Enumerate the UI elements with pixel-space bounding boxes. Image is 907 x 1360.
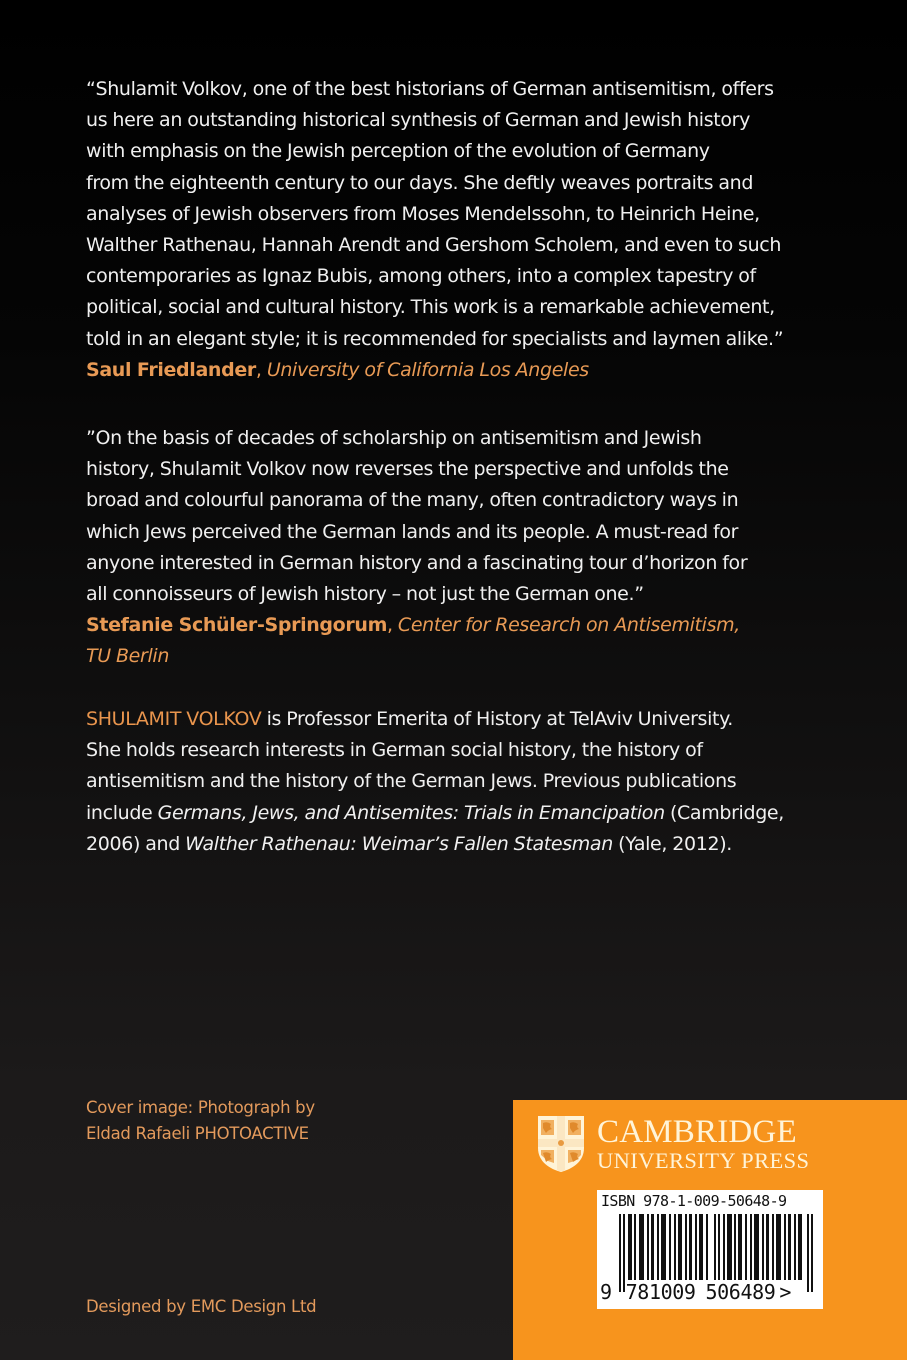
- quote-line: Walther Rathenau, Hannah Arendt and Gershom Scholem, and even to such: [86, 234, 782, 257]
- bio-text-run: 2006) and: [86, 832, 186, 855]
- isbn-label: ISBN 978-1-009-50648-9: [601, 1192, 787, 1210]
- endorser-affiliation: Center for Research on Antisemitism,: [397, 614, 740, 637]
- author-bio: [86, 704, 826, 860]
- bio-text-run: include: [86, 801, 158, 824]
- quote-1-attribution: [86, 355, 826, 386]
- quote-line: political, social and cultural history. This work is a remarkable achievement,: [86, 296, 775, 319]
- attribution-separator: ,: [387, 614, 398, 637]
- bio-text-run: (Cambridge,: [664, 801, 784, 824]
- barcode-digit-first: 9: [600, 1280, 612, 1304]
- publication-title: Walther Rathenau: Weimar’s Fallen Statesman: [185, 832, 613, 855]
- quote-line: anyone interested in German history and a fascinating tour d’horizon for: [86, 551, 748, 574]
- quote-line: “Shulamit Volkov, one of the best historians of German antisemitism, offers: [86, 78, 774, 100]
- bio-text-run: is Professor Emerita of History at TelAviv University.: [261, 708, 733, 730]
- bio-text: [86, 704, 826, 860]
- bio-line: [86, 704, 826, 735]
- quote-line: us here an outstanding historical synthesis of German and Jewish history: [86, 109, 750, 132]
- cover-image-credit: [86, 1095, 315, 1147]
- publisher-name-line2: UNIVERSITY PRESS: [597, 1148, 810, 1173]
- endorser-affiliation: University of California Los Angeles: [266, 358, 589, 381]
- quote-line: ”On the basis of decades of scholarship on antisemitism and Jewish: [86, 427, 702, 449]
- endorser-affiliation-cont: TU Berlin: [86, 645, 170, 668]
- isbn-barcode: [597, 1190, 823, 1309]
- bio-line: She holds research interests in German social history, the history of: [86, 739, 703, 762]
- publisher-name-line1: CAMBRIDGE: [597, 1114, 797, 1150]
- cambridge-crest-icon: [536, 1114, 586, 1174]
- endorsement-quote-2: [86, 423, 826, 673]
- barcode-digits: [600, 1280, 791, 1304]
- publisher-logo: [536, 1114, 809, 1174]
- quote-1-text: [86, 74, 826, 386]
- quote-line: all connoisseurs of Jewish history – not just the German one.”: [86, 583, 644, 606]
- design-credit: Designed by EMC Design Ltd: [86, 1297, 317, 1316]
- bio-line: [86, 798, 826, 829]
- quote-2-attribution: [86, 610, 826, 641]
- bio-line: antisemitism and the history of the German Jews. Previous publications: [86, 770, 737, 793]
- attribution-separator: ,: [255, 358, 267, 381]
- quote-line: with emphasis on the Jewish perception of the evolution of Germany: [86, 140, 710, 163]
- cover-credit-line: Cover image: Photograph by: [86, 1098, 315, 1117]
- barcode-digit-group-2: 506489: [705, 1280, 776, 1304]
- bio-line: [86, 829, 826, 860]
- publication-title: Germans, Jews, and Antisemites: Trials in Emancipation: [157, 801, 665, 824]
- quote-2-attribution-cont: [86, 641, 826, 672]
- quote-line: broad and colourful panorama of the many, often contradictory ways in: [86, 489, 739, 512]
- quote-line: contemporaries as Ignaz Bubis, among others, into a complex tapestry of: [86, 265, 756, 288]
- endorsement-quote-1: [86, 74, 826, 386]
- endorser-name: Saul Friedlander: [86, 358, 256, 381]
- quote-2-text: [86, 423, 826, 673]
- cover-credit-line: Eldad Rafaeli PHOTOACTIVE: [86, 1124, 309, 1143]
- quote-line: told in an elegant style; it is recommended for specialists and laymen alike.”: [86, 327, 784, 350]
- quote-line: which Jews perceived the German lands and its people. A must-read for: [86, 520, 739, 543]
- publisher-panel: [513, 1100, 907, 1360]
- quote-line: from the eighteenth century to our days. She deftly weaves portraits and: [86, 171, 754, 194]
- publisher-wordmark: [597, 1115, 809, 1173]
- author-name: SHULAMIT VOLKOV: [86, 708, 262, 730]
- bio-text-run: (Yale, 2012).: [612, 832, 732, 855]
- endorser-name: Stefanie Schüler-Springorum: [86, 614, 388, 637]
- quiet-zone-marker: >: [779, 1280, 792, 1304]
- quote-line: history, Shulamit Volkov now reverses the perspective and unfolds the: [86, 458, 729, 481]
- quote-line: analyses of Jewish observers from Moses Mendelssohn, to Heinrich Heine,: [86, 202, 760, 225]
- barcode-digit-group-1: 781009: [625, 1280, 696, 1304]
